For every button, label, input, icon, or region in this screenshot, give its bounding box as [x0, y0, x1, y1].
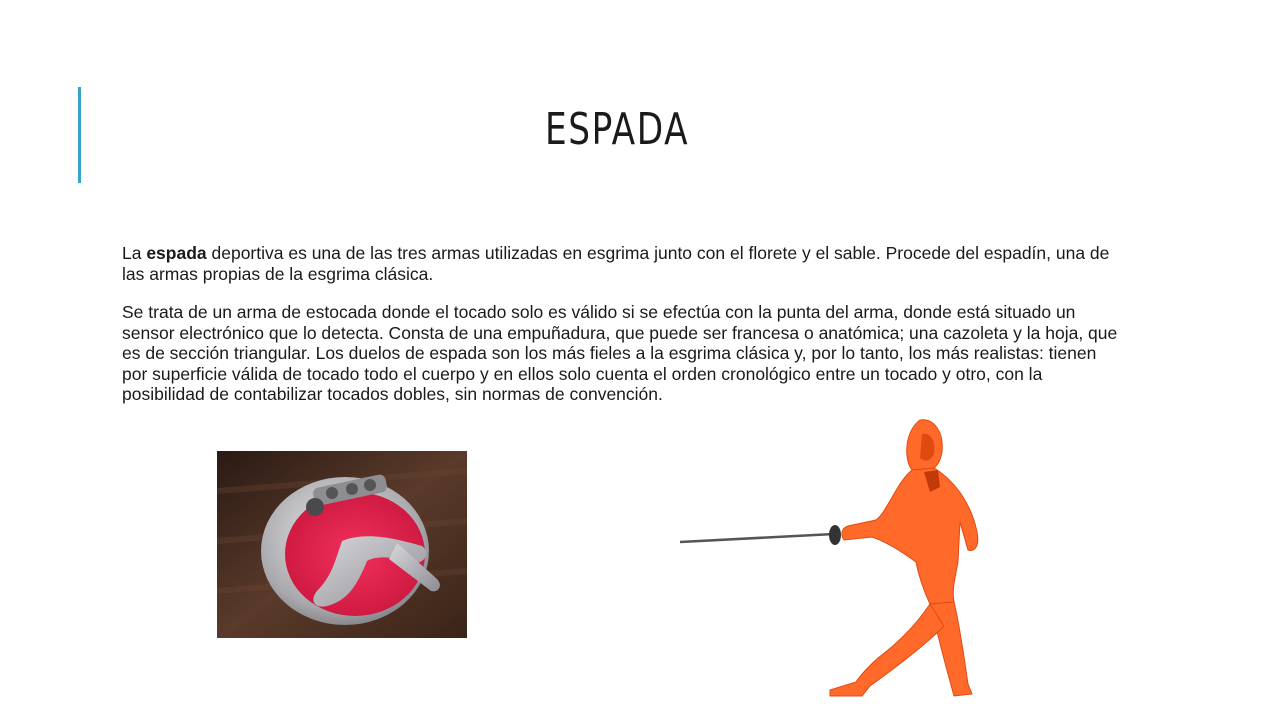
- paragraph-1-rest: deportiva es una de las tres armas utilizadas en esgrima junto con el florete y el sable. Procede del espadín, una de las armas propias de la esgrima clásica.: [122, 243, 1110, 284]
- epee-guard-image: [217, 451, 467, 638]
- epee-blade: [680, 534, 834, 542]
- paragraph-1-bold: espada: [146, 243, 207, 263]
- slide-body: [122, 243, 1122, 423]
- fencer-image: [672, 412, 992, 702]
- fencer-illustration: [672, 412, 992, 702]
- title-accent-bar: [78, 87, 81, 183]
- paragraph-1: [122, 243, 1122, 284]
- epee-bell-guard: [829, 525, 841, 545]
- slide-title: ESPADA: [545, 104, 690, 155]
- paragraph-1-start: La: [122, 243, 147, 263]
- epee-guard-photo: [217, 451, 467, 638]
- paragraph-2: Se trata de un arma de estocada donde el tocado solo es válido si se efectúa con la punta del arma, donde está situado un sensor electrónico que lo detecta. Consta de una empuñadura, que puede ser francesa o anatómica; una cazoleta y la hoja, que es de sección triangular. Los duelos de espada son los más fieles a la esgrima clásica y, por lo tanto, los más realistas: tienen por superficie válida de tocado todo el cuerpo y en ellos solo cuenta el orden cronológico entre un tocado y otro, con la posibilidad de contabilizar tocados dobles, sin normas de convención.: [122, 302, 1118, 404]
